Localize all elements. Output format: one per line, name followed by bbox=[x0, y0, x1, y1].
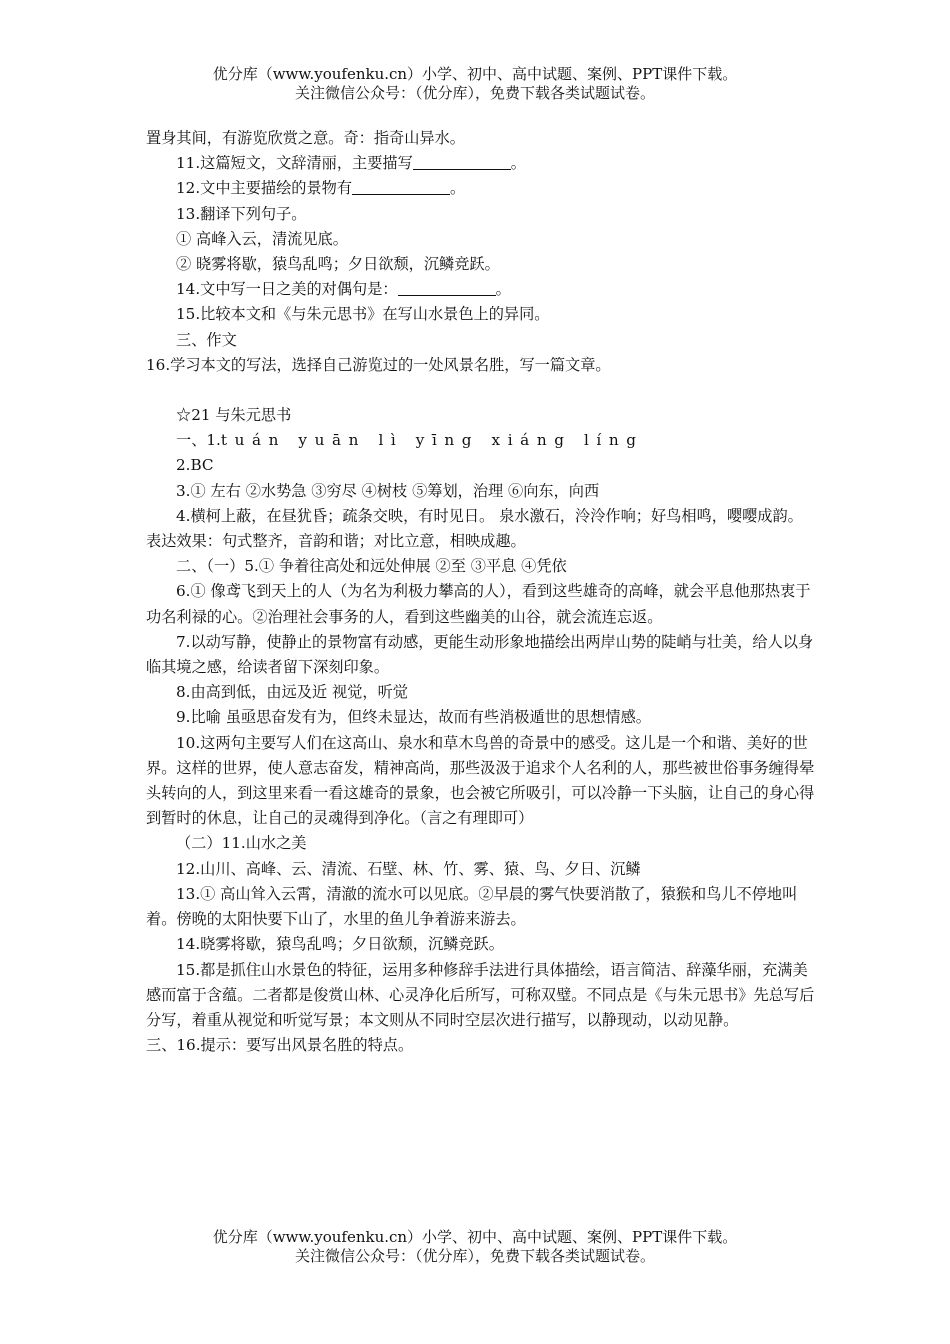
question-16: 16.学习本文的写法，选择自己游览过的一处风景名胜，写一篇文章。 bbox=[146, 355, 611, 374]
answer-10: 10.这两句主要写人们在这高山、泉水和草木鸟兽的奇景中的感受。这儿是一个和谐、美好的世界。这样的世界，使人意志奋发，精神高尚，那些汲汲于追求个人名利的人，那些被世俗事务缠得晕头转向的人，到这里来看一看这雄奇的景象，也会被它所吸引，可以冷静一下头脑，让自己的身心得到暂时的休息，让自己的灵魂得到净化。（言之有理即可） bbox=[146, 733, 815, 828]
question-15: 15.比较本文和《与朱元思书》在写山水景色上的异同。 bbox=[176, 305, 550, 324]
answer-6: 6.① 像鸢飞到天上的人（为名为利极力攀高的人），看到这些雄奇的高峰，就会平息他那热衷于功名利禄的心。②治理社会事务的人，看到这些幽美的山谷，就会流连忘返。 bbox=[146, 582, 811, 626]
page-footer bbox=[0, 1228, 950, 1266]
answer-8: 8.由高到低，由远及近 视觉，听觉 bbox=[176, 683, 408, 702]
answers-title: ☆21 与朱元思书 bbox=[176, 406, 292, 425]
answer-2: 2.BC bbox=[176, 456, 214, 475]
answer-13: 13.① 高山耸入云霄，清澈的流水可以见底。②早晨的雾气快要消散了，猿猴和鸟儿不停地叫着。傍晚的太阳快要下山了，水里的鱼儿争着游来游去。 bbox=[146, 884, 798, 929]
question-11: 11.这篇短文，文辞清丽，主要描写 。 bbox=[176, 154, 526, 173]
answer-3: 3.① 左右 ②水势急 ③穷尽 ④树枝 ⑤筹划，治理 ⑥向东，向西 bbox=[176, 481, 600, 500]
header-line-2: 关注微信公众号：（优分库），免费下载各类试题试卷。 bbox=[294, 84, 655, 102]
header-line-1: 优分库（www.youfenku.cn）小学、初中、高中试题、案例、PPT课件下载。 bbox=[212, 65, 738, 83]
answer-7: 7.以动写静，使静止的景物富有动感，更能生动形象地描绘出两岸山势的陡峭与壮美，给人以身临其境之感，给读者留下深刻印象。 bbox=[146, 632, 814, 677]
answer-16: 三、16.提示：要写出风景名胜的特点。 bbox=[146, 1036, 414, 1055]
answer-12: 12.山川、高峰、云、清流、石壁、林、竹、雾、猿、鸟、夕日、沉鳞 bbox=[176, 859, 641, 878]
question-13-sentence-1: ① 高峰入云，清流见底。 bbox=[176, 229, 348, 248]
answer-11: （二）11.山水之美 bbox=[176, 834, 307, 853]
page-header bbox=[0, 65, 950, 103]
answer-blank bbox=[413, 153, 511, 170]
question-13: 13.翻译下列句子。 bbox=[176, 204, 307, 223]
pinyin-answer: tuán yuān lì yīng xiáng líng bbox=[220, 431, 644, 450]
answer-1: 一、1.tuán yuān lì yīng xiáng líng bbox=[176, 431, 644, 450]
question-14: 14.文中写一日之美的对偶句是： 。 bbox=[176, 280, 511, 299]
intro-line: 置身其间，有游览欣赏之意。奇：指奇山异水。 bbox=[146, 129, 465, 147]
answer-15: 15.都是抓住山水景色的特征，运用多种修辞手法进行具体描绘，语言简洁、辞藻华丽，充满美感而富于含蕴。二者都是俊赏山林、心灵净化后所写，可称双璧。不同点是《与朱元思书》先总写后分写，着重从视觉和听觉写景；本文则从不同时空层次进行描写，以静现动，以动见静。 bbox=[146, 960, 815, 1029]
answer-9: 9.比喻 虽亟思奋发有为，但终未显达，故而有些消极遁世的思想情感。 bbox=[176, 708, 651, 727]
question-12: 12.文中主要描绘的景物有 。 bbox=[176, 179, 466, 198]
answer-4: 4.横柯上蔽，在昼犹昏；疏条交映，有时见日。 泉水激石，泠泠作响；好鸟相鸣，嘤嘤成韵。 表达效果：句式整齐，音韵和谐；对比立意，相映成趣。 bbox=[146, 506, 803, 551]
footer-line-2: 关注微信公众号：（优分库），免费下载各类试题试卷。 bbox=[294, 1247, 655, 1265]
answer-blank bbox=[398, 279, 496, 296]
footer-line-1: 优分库（www.youfenku.cn）小学、初中、高中试题、案例、PPT课件下载。 bbox=[212, 1228, 738, 1246]
answer-14: 14.晓雾将歇，猿鸟乱鸣；夕日欲颓，沉鳞竞跃。 bbox=[176, 935, 504, 954]
answer-blank bbox=[352, 178, 450, 195]
question-13-sentence-2: ② 晓雾将歇，猿鸟乱鸣；夕日欲颓，沉鳞竞跃。 bbox=[176, 255, 500, 274]
document-body bbox=[146, 126, 818, 1058]
section-heading-composition: 三、作文 bbox=[176, 330, 237, 349]
answer-5: 二、（一）5.① 争着往高处和远处伸展 ②至 ③平息 ④凭依 bbox=[176, 557, 567, 576]
